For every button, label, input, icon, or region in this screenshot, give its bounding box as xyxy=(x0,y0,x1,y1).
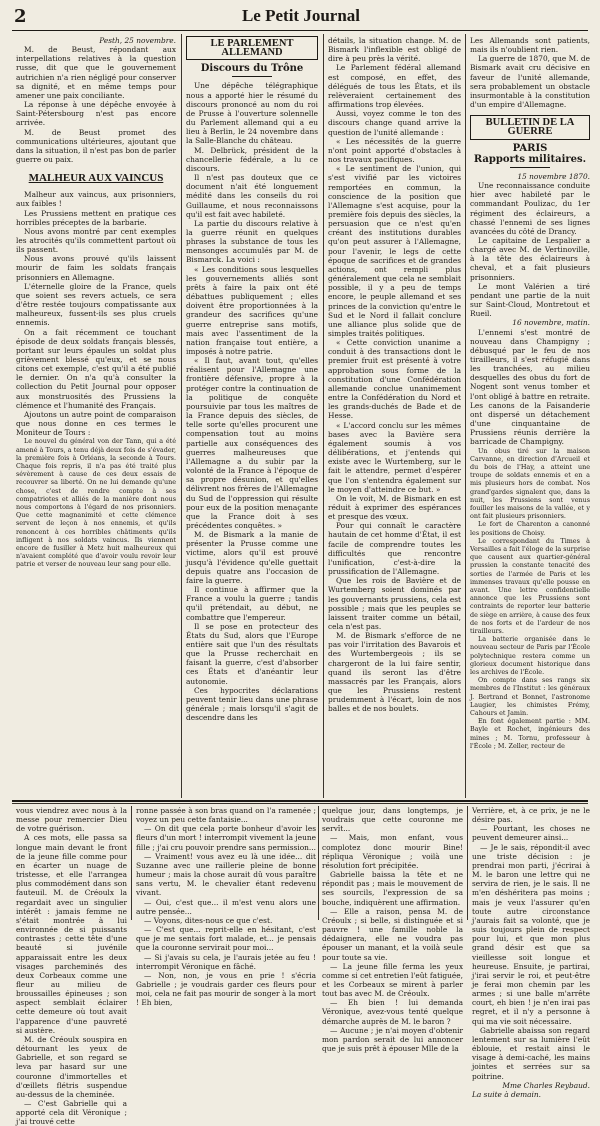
newspaper-title: Le Petit Journal xyxy=(241,6,361,25)
paragraph: « L'accord conclu sur les mêmes bases avec la Bavière sera également soumis à vos délibérations, et j'entends qui existe avec le Wurtemberg, sur le fait le attendre, permet d'espérer que l'on s'entendra également sur le moyen d'atteindre ce but. » xyxy=(328,420,461,494)
divider xyxy=(232,76,272,77)
article-heading-parlement: LE PARLEMENT ALLEMAND xyxy=(186,36,318,60)
paragraph: On compte dans ses rangs six membres de l'Institut : les généraux J. Bertrand et Bonnet, l'astronome Laugier, les chimistes Frémy, Cahours et Jamin. xyxy=(470,676,590,718)
masthead xyxy=(14,6,588,28)
quoted-paragraph: Le nouvel du général von der Tann, qui a été amené à Tours, a tenu déjà deux fois de s'évader, la première fois à Orléans, la seconde à Tours. Chaque fois repris, il n'a pas été traité plus sévèrement à cause de ces deux essais de recouvrer sa liberté. On ne lui demande qu'une chose, c'est de rendre compte à ses compatriotes et alliés de la manière dont nous nous comportons à l'égard de nos prisonniers. Que cette magnanimité et cette clémence servent de leçon à nos ennemis, et qu'ils renoncent à ces horribles châtiments qu'ils infligent à nos soldats vaincus. Ils viennent encore de fusiller à Metz huit malheureux qui n'avaient complété que d'avoir voulu revoir leur patrie et verser de nouveau leur sang pour elle. xyxy=(16,437,176,569)
paragraph: On a fait récemment ce touchant épisode de deux soldats français blessés, portant sur leurs épaules un soldat plus grièvement blessé qu'eux, et se nous citons cet exemple, c'est qu'il a été publié le dernier. On n'a qu'à consulter la collection du Petit Journal pour opposer aux monstruosités des Prussiens la clémence et l'humanité des Français. xyxy=(16,327,176,410)
bulletin-heading: BULLETIN DE LA GUERRE xyxy=(470,115,590,139)
feuilleton-column-4 xyxy=(472,806,590,1099)
column-rule xyxy=(323,34,324,798)
paragraph: — Eh bien ! lui demanda Véronique, avez-vous tenté quelque démarche auprès de M. le baron ? xyxy=(322,998,463,1026)
paragraph: « Cette conviction unanime a conduit à des transactions dont le premier fruit est présenté à votre approbation sous forme de la constitution d'une Confédération allemande conclue unanimement entre la Confédération du Nord et les grands-duchés de Bade et de Hesse. xyxy=(328,338,461,421)
paragraph: M. Delbrück, président de la chancellerie fédérale, a lu ce discours. xyxy=(186,145,318,173)
paragraph: Malheur aux vaincus, aux prisonniers, aux faibles ! xyxy=(16,190,176,209)
page-number: 2 xyxy=(14,6,27,27)
paragraph: Pour qui connaît le caractère hautain de cet homme d'État, il est facile de comprendre toutes les difficultés que rencontre l'unification, c'est-à-dire la prussification de l'Allemagne. xyxy=(328,521,461,577)
paragraph: Le mont Valérien a tiré pendant une partie de la nuit sur Saint-Cloud, Montretout et Rueil. xyxy=(470,281,590,319)
feuilleton-column-2 xyxy=(136,806,316,1008)
paragraph: Nous avons montré par cent exemples les atrocités qu'ils commettent partout où ils passent. xyxy=(16,226,176,255)
feuilleton-column-1 xyxy=(16,806,127,1126)
paragraph: Le correspondant du Times à Versailles a fait l'éloge de la surprise que causent aux quartier-général prussien la constante tenacité des sorties de l'armée de Paris et les immenses travaux qu'elle pousse en avant. Une lettre confidentielle annonce que les Prussiens sont contraints de reporter leur batterie de siège en arrière, à cause des feux de nos forts et de l'ardeur de nos tirailleurs. xyxy=(470,536,590,636)
bulletin-title: Rapports militaires. xyxy=(473,153,587,165)
paragraph: Il continue à affirmer que la France a voulu la guerre ; tandis qu'il prétendait, au début, ne combattre que l'empereur. xyxy=(186,585,318,622)
paragraph: La guerre de 1870, que M. de Bismark avait cru décisive en faveur de l'unité allemande, sera probablement un obstacle insurmontable à la constitution d'un empire d'Allemagne. xyxy=(470,54,590,110)
paragraph: M. de Créoulx souspira en détournant les yeux de Gabrielle, et son regard se leva par hasard sur une couronne d'immortelles et d'œillets flétris suspendue au-dessus de la cheminée. xyxy=(16,1034,127,1099)
paragraph: Verrière, et, à ce prix, je ne le désire pas. xyxy=(472,806,590,825)
paragraph: Un obus tiré sur la maison Carvanne, en direction d'Arcueil et du bois de l'Hay, a atteint une troupe de soldats ennemis et en a mis plusieurs hors de combat. Nos grand'gardes signalent que, dans la nuit, les Prussiens sont venus fouiller les maisons de la vallée, et y ont fait plusieurs prisonniers. xyxy=(470,446,590,521)
paragraph: Que les rois de Bavière et de Wurtemberg soient dominés par les gouvernants prussiens, cela est possible ; mais que les peuples se laissent traiter comme un bétail, cela n'est pas. xyxy=(328,576,461,631)
bulletin-city: PARIS xyxy=(512,142,548,154)
paragraph: M. de Bismark a la manie de présenter la Prusse comme une victime, alors qu'il est prouvé jusqu'à l'évidence qu'elle guettait depuis quatre ans l'occasion de faire la guerre. xyxy=(186,530,318,585)
paragraph: — Oui, c'est que... il m'est venu alors une autre pensée... xyxy=(136,897,316,916)
paragraph: La réponse à une dépêche envoyée à Saint-Pétersbourg n'est pas encore arrivée. xyxy=(16,100,176,128)
paragraph: « Les nécessités de la guerre n'ont point apporté d'obstacles à nos travaux pacifiques. xyxy=(328,136,461,165)
paragraph: Le capitaine de Lespalier a chargé avec M. de Vertinoville, à la tête des éclaireurs à cheval, et a fait plusieurs prisonniers. xyxy=(470,235,590,282)
paragraph: Gabrielle abaissa son regard lentement sur sa lumière l'eût éblouie, et restait ainsi le visage à demi-caché, les mains jointes et serrées sur sa poitrine. xyxy=(472,1025,590,1081)
column-rule xyxy=(318,806,319,920)
paragraph: Ajoutons un autre point de comparaison que nous donne en ces termes le Moniteur de Tours : xyxy=(16,409,176,438)
paragraph: Ces hypocrites déclarations peuvent tenir lieu dans une phrase générale ; mais lorsqu'il s'agit de descendre dans les xyxy=(186,685,318,723)
masthead-rule xyxy=(12,30,588,31)
paragraph: Le Parlement fédéral allemand est composé, en effet, des délégués de tous les États, et ils relèveraient certainement des affirmations trop élevées. xyxy=(328,63,461,110)
paragraph: « Il faut, avant tout, qu'elles réalisent pour l'Allemagne une frontière défensive, propre à la protéger contre la continuation de la politique de conquête poursuivie par tous les maîtres de la France depuis des siècles, de telle sorte qu'elles procurent une compensation tout au moins partielle aux conséquences des guerres malheureuses que l'Allemagne a du subir par la volonté de la France à l'époque de sa propre désunion, et qu'elles délivrent nos frères de l'Allemagne du Sud de l'oppression qui résulte pour eux de la position menaçante que la France doit à ses précédentes conquêtes. » xyxy=(186,356,318,530)
paragraph: M. de Beust, répondant aux interpellations relatives à la question russe, dit que que le gouvernement autrichien n'a rien négligé pour conserver sa dignité, et en même temps pour amener une paix conciliante. xyxy=(16,45,176,100)
paragraph: — Voyons, dites-nous ce que c'est. xyxy=(144,915,273,925)
paragraph: — Elle a raison, pensa M. de Créoulx ; si belle, si distinguée et si pauvre ! une famille noble la dédaignera, elle ne voudra pas épouser un manant, et la voilà seule pour toute sa vie. xyxy=(322,906,463,962)
column-3 xyxy=(328,36,461,796)
paragraph: — La jeune fille ferma les yeux comme si cet entretien l'eût fatiguée, et les Corbeaux se mirent à parler tout bas avec M. de Créoulx. xyxy=(322,961,463,999)
divider xyxy=(510,167,550,168)
paragraph: Une dépêche télégraphique nous a apporté hier le résumé du discours prononcé au nom du roi de Prusse à l'ouverture solennelle du Parlement allemand qui a eu lieu à Berlin, le 24 novembre dans la Salle-Blanche du château. xyxy=(186,81,318,146)
feuilleton-column-3 xyxy=(322,806,463,1054)
paragraph: — On dit que cela porte bonheur d'avoir les fleurs d'un mort ! interrompit vivement la jeune fille ; j'ai cru pouvoir prendre sans permission... xyxy=(136,824,316,852)
paragraph: Le fort de Charenton a canonné les positions de Choisy. xyxy=(470,520,590,537)
paragraph: En font également partie : MM. Bayle et Rochet, ingénieurs des mines ; M. Tornu, professeur à l'École ; M. Zeller, recteur de xyxy=(470,717,590,750)
column-4 xyxy=(470,36,590,796)
column-2 xyxy=(186,36,318,796)
article-subheading: Discours du Trône xyxy=(200,63,304,75)
paragraph: — C'est que... reprit-elle en hésitant, c'est que je me sentais fort malade, et... je pensais que la couronne servirait pour moi... xyxy=(136,925,316,953)
feuilleton-rule xyxy=(12,800,588,802)
paragraph: — Non, non, je vous en prie ! s'écria Gabrielle ; je voudrais garder ces fleurs pour moi, cela ne fait pas mourir de songer à la mort ! Eh bien, xyxy=(136,970,316,1008)
paragraph: — Si j'avais su cela, je l'aurais jetée au feu ! interrompit Véronique en fâché. xyxy=(136,952,316,971)
column-rule xyxy=(467,806,468,920)
paragraph: — Pourtant, les choses ne peuvent demeurer ainsi... xyxy=(472,824,590,843)
paragraph: ronne passée à son bras quand on l'a ramenée ; voyez un peu cette fantaisie... xyxy=(136,806,316,825)
paragraph: Les Allemands sont patients, mais ils n'oublient rien. xyxy=(470,36,590,55)
paragraph: — Mais, mon enfant, vous complotez donc mourir Bine! répliqua Véronique ; voilà une résolution fort précipitée. xyxy=(322,833,463,870)
paragraph: La partie du discours relative à la guerre réunit en quelques phrases la substance de tous les mensonges accumulés par M. de Bismarck. La voici : xyxy=(186,218,318,265)
paragraph: — Vraiment! vous avez eu là une idée... dit Suzanne avec une raillerie pleine de bonne humeur ; mais la chose aurait dû vous paraître sans vertu, M. le chevalier étant redevenu vivant. xyxy=(136,851,316,898)
paragraph: détails, la situation change. M. de Bismark l'inflexible est obligé de dire à peu près la vérité. xyxy=(328,36,461,64)
paragraph: Une reconnaissance conduite hier avec habileté par le commandant Poulizac, du 1er régiment des éclaireurs, a chassé l'ennemi de ses lignes avancées du côté de Drancy. xyxy=(470,181,590,236)
paragraph: La batterie organisée dans le nouveau secteur de Paris par l'École polytechnique restera comme un glorieux document historique dans les archives de l'École. xyxy=(470,635,590,677)
feuilleton-rule xyxy=(12,803,588,804)
column-rule xyxy=(181,34,182,798)
to-be-continued: La suite à demain. xyxy=(472,1089,542,1099)
column-rule xyxy=(131,806,132,920)
paragraph: — Aucune ; je n'ai moyen d'obtenir mon pardon serait de lui annoncer que je suis prêt à épouser Mlle de la xyxy=(322,1025,463,1054)
paragraph: « Le sentiment de l'union, qui s'est vivifié par les victoires remportées en commun, la conscience de la position que l'Allemagne s'est acquise, pour la première fois depuis des siècles, la persuasion que ce n'est qu'en créant des institutions durables qu'on peut assurer à l'Allemagne, pour l'avenir, le legs de cette époque de sacrifices et de grandes actions, ont rempli plus généralement que cela ne semblait possible, il y a peu de temps encore, le peuple allemand et ses princes de la conviction qu'entre le Sud et le Nord il fallait conclure une alliance plus solide que de simples traités politiques. xyxy=(328,164,461,338)
bulletin-date: 16 novembre, matin. xyxy=(512,318,590,328)
paragraph: Gabrielle baissa la tête et ne répondit pas ; mais le mouvement de ses sourcils, l'expression de sa bouche, indiquèrent une affirmation. xyxy=(322,870,463,907)
paragraph: Il n'est pas douteux que ce document n'ait été longuement médité dans les conseils du roi Guillaume, et nous reconnaissons qu'il est fait avec habileté. xyxy=(186,173,318,219)
paragraph: On le voit, M. de Bismark en est réduit à exprimer des espérances et presque des vœux. xyxy=(328,493,461,522)
column-1 xyxy=(16,36,176,796)
author-signature: Mme Charles Reybaud. xyxy=(502,1080,590,1090)
paragraph: M. de Bismark s'efforce de ne pas voir l'irritation des Bavarois et des Wurtembergeois ; ils se chargeront de la lui faire sentir, quand ils seront las d'être massacrés par les Français, alors que les Prussiens restent prudemment à l'écart, loin de nos balles et de nos boulets. xyxy=(328,631,461,714)
paragraph: quelque jour, dans longtemps, je voudrais que cette couronne me servît... xyxy=(322,806,463,834)
bulletin-date: 15 novembre 1870. xyxy=(517,171,590,181)
paragraph: — Je le sais, répondit-il avec une triste décision : je prendrai mon parti, j'écrirai à M. le baron une lettre qui ne servira de rien, je le sais. Il ne m'en déshéritera pas moins ; mais je veux l'assurer qu'en toute autre circonstance j'aurais fait sa volonté, que je suis toujours plein de respect pour lui, et que mon plus grand désir est que sa vieillesse soit longue et heureuse. Ensuite, je partirai, j'irai servir le roi, et peut-être je ferai mon chemin par les armes ; si une balle m'arrête court, eh bien ! je n'en irai pas regret, et il n'y a personne à qui ma vie soit nécessaire. xyxy=(472,842,590,1026)
paragraph: vous viendrez avec nous à la messe pour remercier Dieu de votre guérison. xyxy=(16,806,127,834)
paragraph: A ces mots, elle passa sa longue main devant le front de la jeune fille comme pour en écarter un nuage de tristesse, et elle l'arrangea plus commodément dans son fauteuil. M. de Créoulx la regardait avec un singulier intérêt : jamais femme ne s'était montrée à lui environnée de si puissants contrastes ; cette tête d'une beauté si juvénile apparaissait entre les deux visages parcheminés des deux Corbeaux comme une fleur au milieu de broussailles épineuses ; son aspect semblait éclairer cette demeure où tout avait l'apparence d'une pauvreté si austère. xyxy=(16,833,127,1035)
paragraph: Aussi, voyez comme le ton des discours change quand arrive la question de l'unité allemande : xyxy=(328,109,461,137)
paragraph: Il se pose en protecteur des États du Sud, alors que l'Europe entière sait que l'un des résultats que la Prusse recherchait en faisant la guerre, c'est d'absorber ces États et d'anéantir leur autonomie. xyxy=(186,621,318,686)
dateline: Pesth, 25 novembre. xyxy=(99,36,176,45)
paragraph: L'éternelle gloire de la France, quels que soient ses revers actuels, ce sera d'être restée toujours compatissante aux malheureux, fussent-ils ses plus cruels ennemis. xyxy=(16,281,176,328)
article-heading-malheur: MALHEUR AUX VAINCUS xyxy=(28,172,164,185)
paragraph: Nous avons prouvé qu'ils laissent mourir de faim les soldats français prisonniers en Allemagne. xyxy=(16,254,176,282)
paragraph: M. de Beust promet des communications ultérieures, ajoutant que dans la situation, il n'est pas bon de parler guerre ou paix. xyxy=(16,127,177,165)
paragraph: « Les conditions sous lesquelles les gouvernements alliés sont prêts à faire la paix ont été débattues publiquement ; elles doivent être proportionnées à la grandeur des sacrifices qu'une guerre entreprise sans motifs, mais avec l'assentiment de la nation française tout entière, a imposés à notre patrie. xyxy=(186,264,318,356)
column-rule xyxy=(465,34,466,798)
paragraph: — C'est Gabrielle qui a apporté cela dit Véronique ; j'ai trouvé cette xyxy=(16,1099,127,1126)
paragraph: Les Prussiens mettent en pratique ces horribles préceptes de la barbarie. xyxy=(16,208,176,227)
paragraph: L'ennemi s'est montré de nouveau dans Champigny ; débusqué par le feu de nos tirailleurs, il s'est réfugié dans les tranchées, au milieu desquelles des obus du fort de Nogent sont venus tomber et l'ont obligé à battre en retraite. Les canons de la Faisanderie ont dispersé un détachement d'une cinquantaine de Prussiens réunis derrière la barricade de Champigny. xyxy=(470,327,590,447)
